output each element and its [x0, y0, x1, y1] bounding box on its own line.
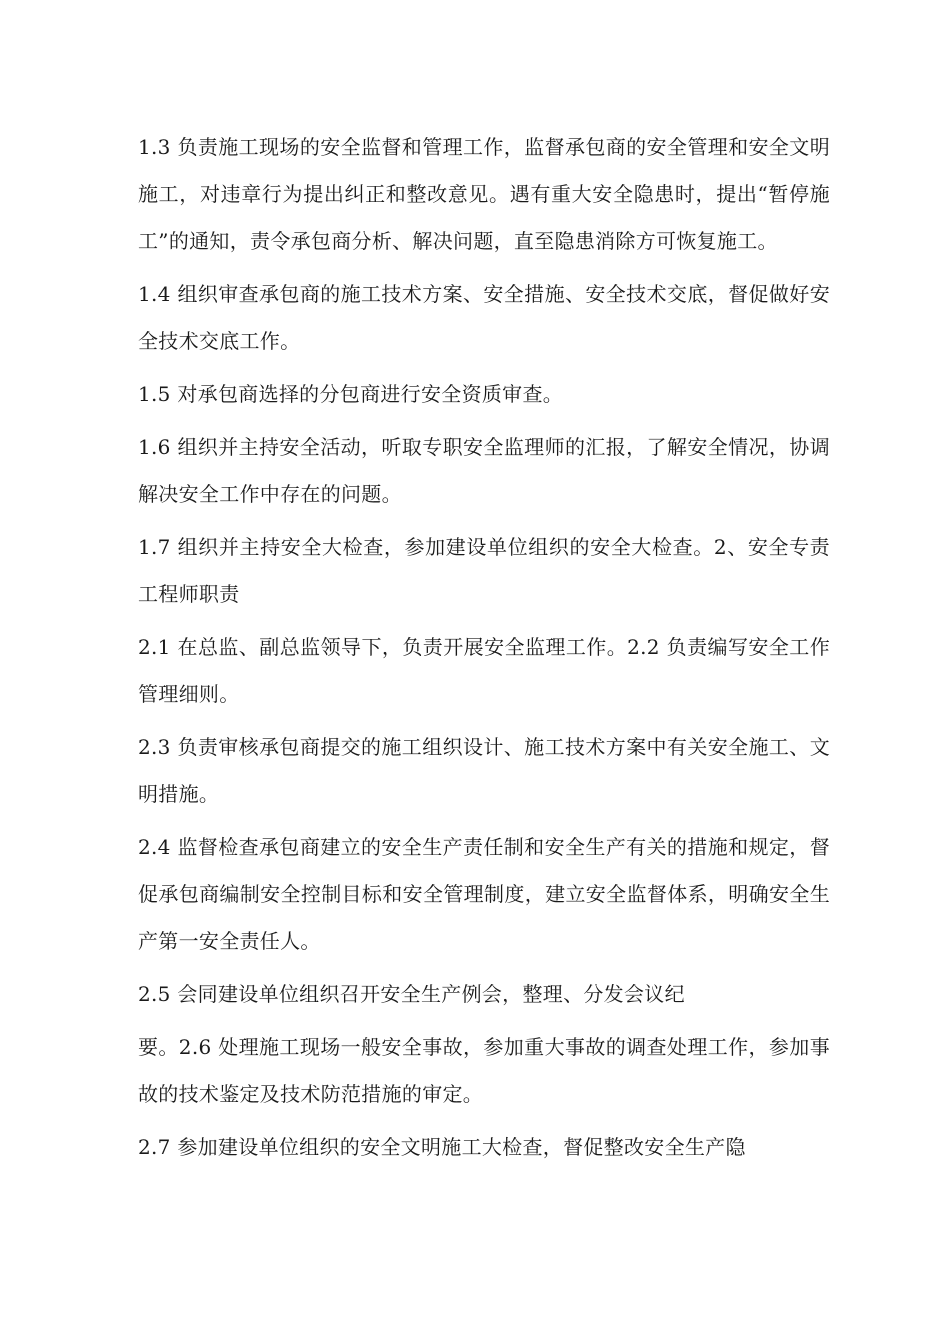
paragraph-2-7: 2.7 参加建设单位组织的安全文明施工大检查，督促整改安全生产隐 [138, 1135, 746, 1159]
paragraph-2-3: 2.3 负责审核承包商提交的施工组织设计、施工技术方案中有关安全施工、文明措施。 [138, 735, 830, 806]
paragraph-2-6: 要。2.6 处理施工现场一般安全事故，参加重大事故的调查处理工作，参加事故的技术鉴定及技术防范措施的审定。 [138, 1035, 830, 1106]
document-body [138, 124, 830, 1177]
paragraph-1-5: 1.5 对承包商选择的分包商进行安全资质审查。 [138, 382, 564, 406]
paragraph-2-5: 2.5 会同建设单位组织召开安全生产例会，整理、分发会议纪 [138, 982, 685, 1006]
paragraph-2-4: 2.4 监督检查承包商建立的安全生产责任制和安全生产有关的措施和规定，督促承包商编制安全控制目标和安全管理制度，建立安全监督体系，明确安全生产第一安全责任人。 [138, 835, 830, 953]
paragraph-1-4: 1.4 组织审查承包商的施工技术方案、安全措施、安全技术交底，督促做好安全技术交底工作。 [138, 282, 830, 353]
paragraph-1-6: 1.6 组织并主持安全活动，听取专职安全监理师的汇报，了解安全情况，协调解决安全工作中存在的问题。 [138, 435, 830, 506]
paragraph-1-7: 1.7 组织并主持安全大检查，参加建设单位组织的安全大检查。2、安全专责工程师职责 [138, 535, 830, 606]
paragraph-1-3: 1.3 负责施工现场的安全监督和管理工作，监督承包商的安全管理和安全文明施工，对违章行为提出纠正和整改意见。遇有重大安全隐患时，提出“暂停施工”的通知，责令承包商分析、解决问题，直至隐患消除方可恢复施工。 [138, 135, 830, 253]
paragraph-2-1: 2.1 在总监、副总监领导下，负责开展安全监理工作。2.2 负责编写安全工作管理细则。 [138, 635, 830, 706]
